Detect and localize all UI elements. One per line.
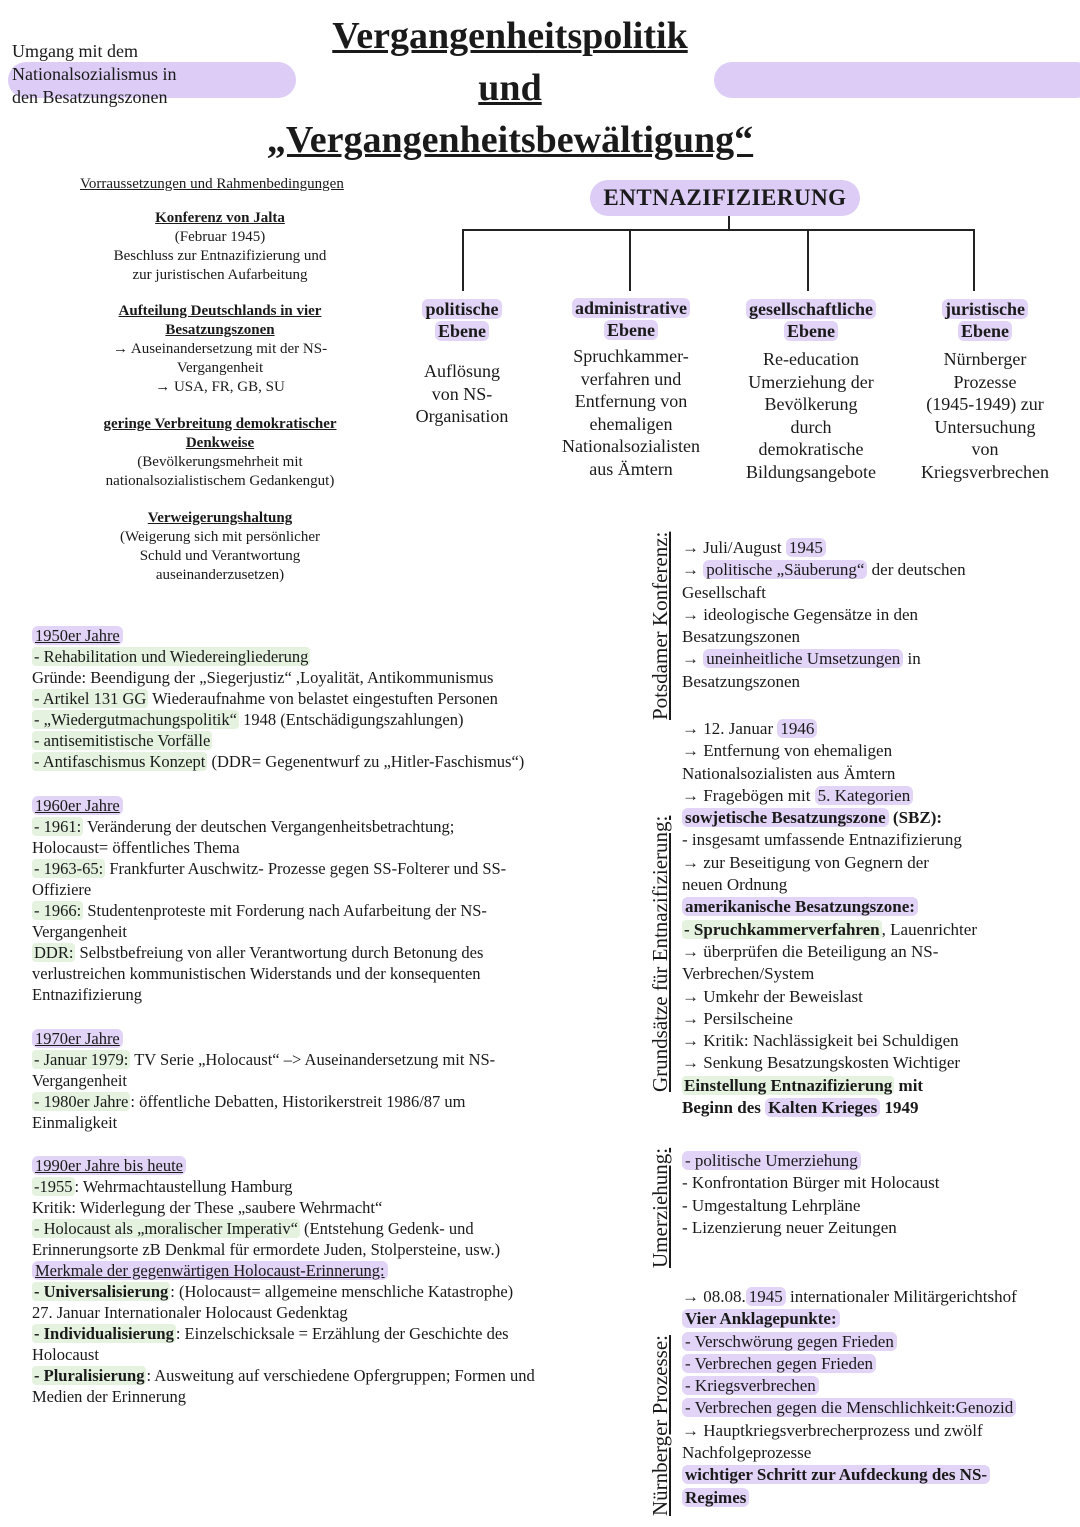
prereq-verweigerung: Verweigerungshaltung (Weigerung sich mit persönlicher Schuld und Verantwortung auseinanderzusetzen) bbox=[120, 510, 320, 583]
timeline-1960: 1960er Jahre - 1961: Veränderung der deutschen Vergangenheitsbetrachtung; Holocaust= öffentliches Thema - 1963-65: Frankfurter Auschwitz- Prozesse gegen SS-Folterer und SS- Offiziere - 1966: Studentenproteste mit Forderung nach Aufarbeitung der NS- Vergangenheit DDR: Selbstbefreiung von aller Verantwortung durch Betonung des verlustreichen kommunistischen Widerstands und der konsequenten Entnazifizierung bbox=[32, 796, 507, 1004]
prereq-heading: Vorraussetzungen und Rahmenbedingungen bbox=[80, 176, 344, 192]
column-administrativ: administrative Ebene Spruchkammer- verfahren und Entfernung von ehemaligen Nationalsozialisten aus Ämtern bbox=[562, 298, 700, 479]
tree-branch-1 bbox=[462, 229, 464, 291]
label-nuernberg: Nürnberger Prozesse: bbox=[648, 1335, 672, 1516]
block-umerziehung: - politische Umerziehung - Konfrontation Bürger mit Holocaust - Umgestaltung Lehrpläne - Lizenzierung neuer Zeitungen bbox=[682, 1151, 940, 1237]
column-juristisch: juristische Ebene Nürnberger Prozesse (1945-1949) zur Untersuchung von Kriegsverbrechen bbox=[921, 299, 1049, 482]
page-title: Vergangenheitspolitik und „Vergangenheitsbewältigung“ bbox=[266, 15, 754, 161]
tree-horizontal-line bbox=[462, 229, 974, 231]
prereq-aufteilung: Aufteilung Deutschlands in vier Besatzungszonen → Auseinandersetzung mit der NS- Vergangenheit → USA, FR, GB, SU bbox=[112, 303, 328, 395]
column-politisch: politische Ebene Auflösung von NS- Organisation bbox=[415, 299, 509, 426]
block-potsdam: → Juli/August 1945 → politische „Säuberung“ der deutschen Gesellschaft → ideologische Gegensätze in den Besatzungszonen → uneinheitliche Umsetzungen in Besatzungszonen bbox=[682, 538, 966, 691]
tree-branch-4 bbox=[973, 229, 975, 291]
label-grundsaetze: Grundsätze für Entnazifizierung: bbox=[648, 815, 672, 1092]
tree-branch-3 bbox=[807, 229, 809, 291]
label-potsdam: Potsdamer Konferenz: bbox=[648, 531, 672, 720]
timeline-1950: 1950er Jahre - Rehabilitation und Wiedereingliederung Gründe: Beendigung der „Siegerjustiz“ ,Loyalität, Antikommunismus - Artikel 131 GG Wiederaufnahme von belastet eingestuften Personen - „Wiedergutmachungspolitik“ 1948 (Entschädigungszahlungen) - antisemitistische Vorfälle - Antifaschismus Konzept (DDR= Gegenentwurf zu „Hitler-Faschismus“) bbox=[32, 626, 525, 771]
tree-branch-2 bbox=[629, 229, 631, 291]
timeline-1970: 1970er Jahre - Januar 1979: TV Serie „Holocaust“ –> Auseinandersetzung mit NS- Vergangenheit - 1980er Jahre : öffentliche Debatten, Historikerstreit 1986/87 um Einmaligkeit bbox=[32, 1029, 496, 1132]
block-nuernberg: → 08.08. 1945 internationaler Militärgerichtshof Vier Anklagepunkte: - Verschwörung gegen Frieden - Verbrechen gegen Frieden - Kriegsverbrechen - Verbrechen gegen die Menschlichkeit:Genozid → Hauptkriegsverbrecherprozess und zwölf Nachfolgeprozesse wichtiger Schritt zur Aufdeckung des NS- Regimes bbox=[682, 1287, 1017, 1507]
topic-subtitle: Umgang mit dem Nationalsozialismus in den Besatzungszonen bbox=[12, 41, 177, 107]
block-grundsaetze: → 12. Januar 1946 → Entfernung von ehemaligen Nationalsozialisten aus Ämtern → Fragebögen mit 5. Kategorien sowjetische Besatzungszone (SBZ): - insgesamt umfassende Entnazifizierung → zur Beseitigung von Gegnern der neuen Ordnung amerikanische Besatzungszone: - Spruchkammerverfahren , Lauenrichter → überprüfen die Beteiligung an NS- Verbrechen/System → Umkehr der Beweislast → Persilscheine → Kritik: Nachlässigkeit bei Schuldigen → Senkung Besatzungskosten Wichtiger Einstellung Entnazifizierung mit Beginn des Kalten Krieges 1949 bbox=[682, 719, 977, 1118]
prereq-denkweise: geringe Verbreitung demokratischer Denkweise (Bevölkerungsmehrheit mit nationalsozialistischem Gedankengut) bbox=[103, 416, 337, 489]
tree-stem bbox=[728, 216, 730, 230]
entnazifizierung-label: ENTNAZIFIZIERUNG bbox=[590, 180, 860, 216]
prereq-jalta: Konferenz von Jalta (Februar 1945) Beschluss zur Entnazifizierung und zur juristischen Aufarbeitung bbox=[113, 210, 327, 283]
column-gesellschaftlich: gesellschaftliche Ebene Re-education Umerziehung der Bevölkerung durch demokratische Bildungsangebote bbox=[746, 299, 876, 482]
label-umerziehung: Umerziehung: bbox=[648, 1147, 672, 1268]
timeline-1990: 1990er Jahre bis heute -1955 : Wehrmachtaustellung Hamburg Kritik: Widerlegung der These „saubere Wehrmacht“ - Holocaust als „moralischer Imperativ“ (Entstehung Gedenk- und Erinnerungsorte zB Denkmal für ermordete Juden, Stolpersteine, usw.) Merkmale der gegenwärtigen Holocaust-Erinnerung: - Universalisierung : (Holocaust= allgemeine menschliche Katastrophe) 27. Januar Internationaler Holocaust Gedenktag - Individualisierung : Einzelschicksale = Erzählung der Geschichte des Holocaust - Pluralisierung : Ausweitung auf verschiedene Opfergruppen; Formen und Medien der Erinnerung bbox=[32, 1156, 535, 1406]
